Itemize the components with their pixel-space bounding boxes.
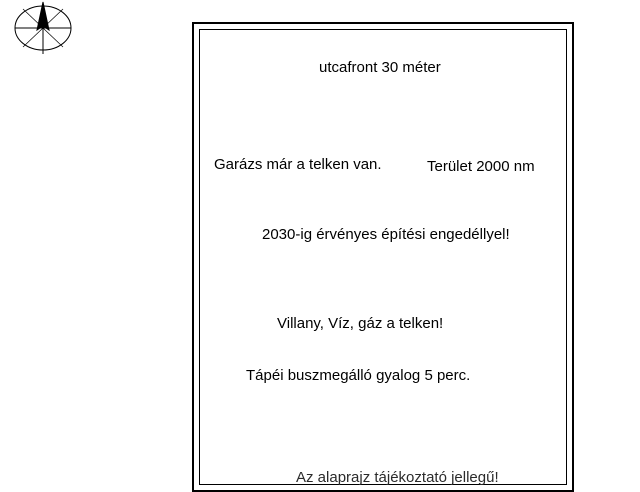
label-garage: Garázs már a telken van. (214, 156, 382, 173)
compass-north-icon (12, 0, 76, 56)
label-bus-stop: Tápéi buszmegálló gyalog 5 perc. (246, 367, 471, 384)
label-building-permit: 2030-ig érvényes építési engedéllyel! (262, 226, 510, 243)
label-street-front: utcafront 30 méter (319, 59, 441, 76)
plot-label-layer (199, 29, 567, 485)
label-area: Terület 2000 nm (427, 158, 535, 175)
label-utilities: Villany, Víz, gáz a telken! (277, 315, 444, 332)
label-disclaimer: Az alaprajz tájékoztató jellegű! (296, 469, 499, 486)
